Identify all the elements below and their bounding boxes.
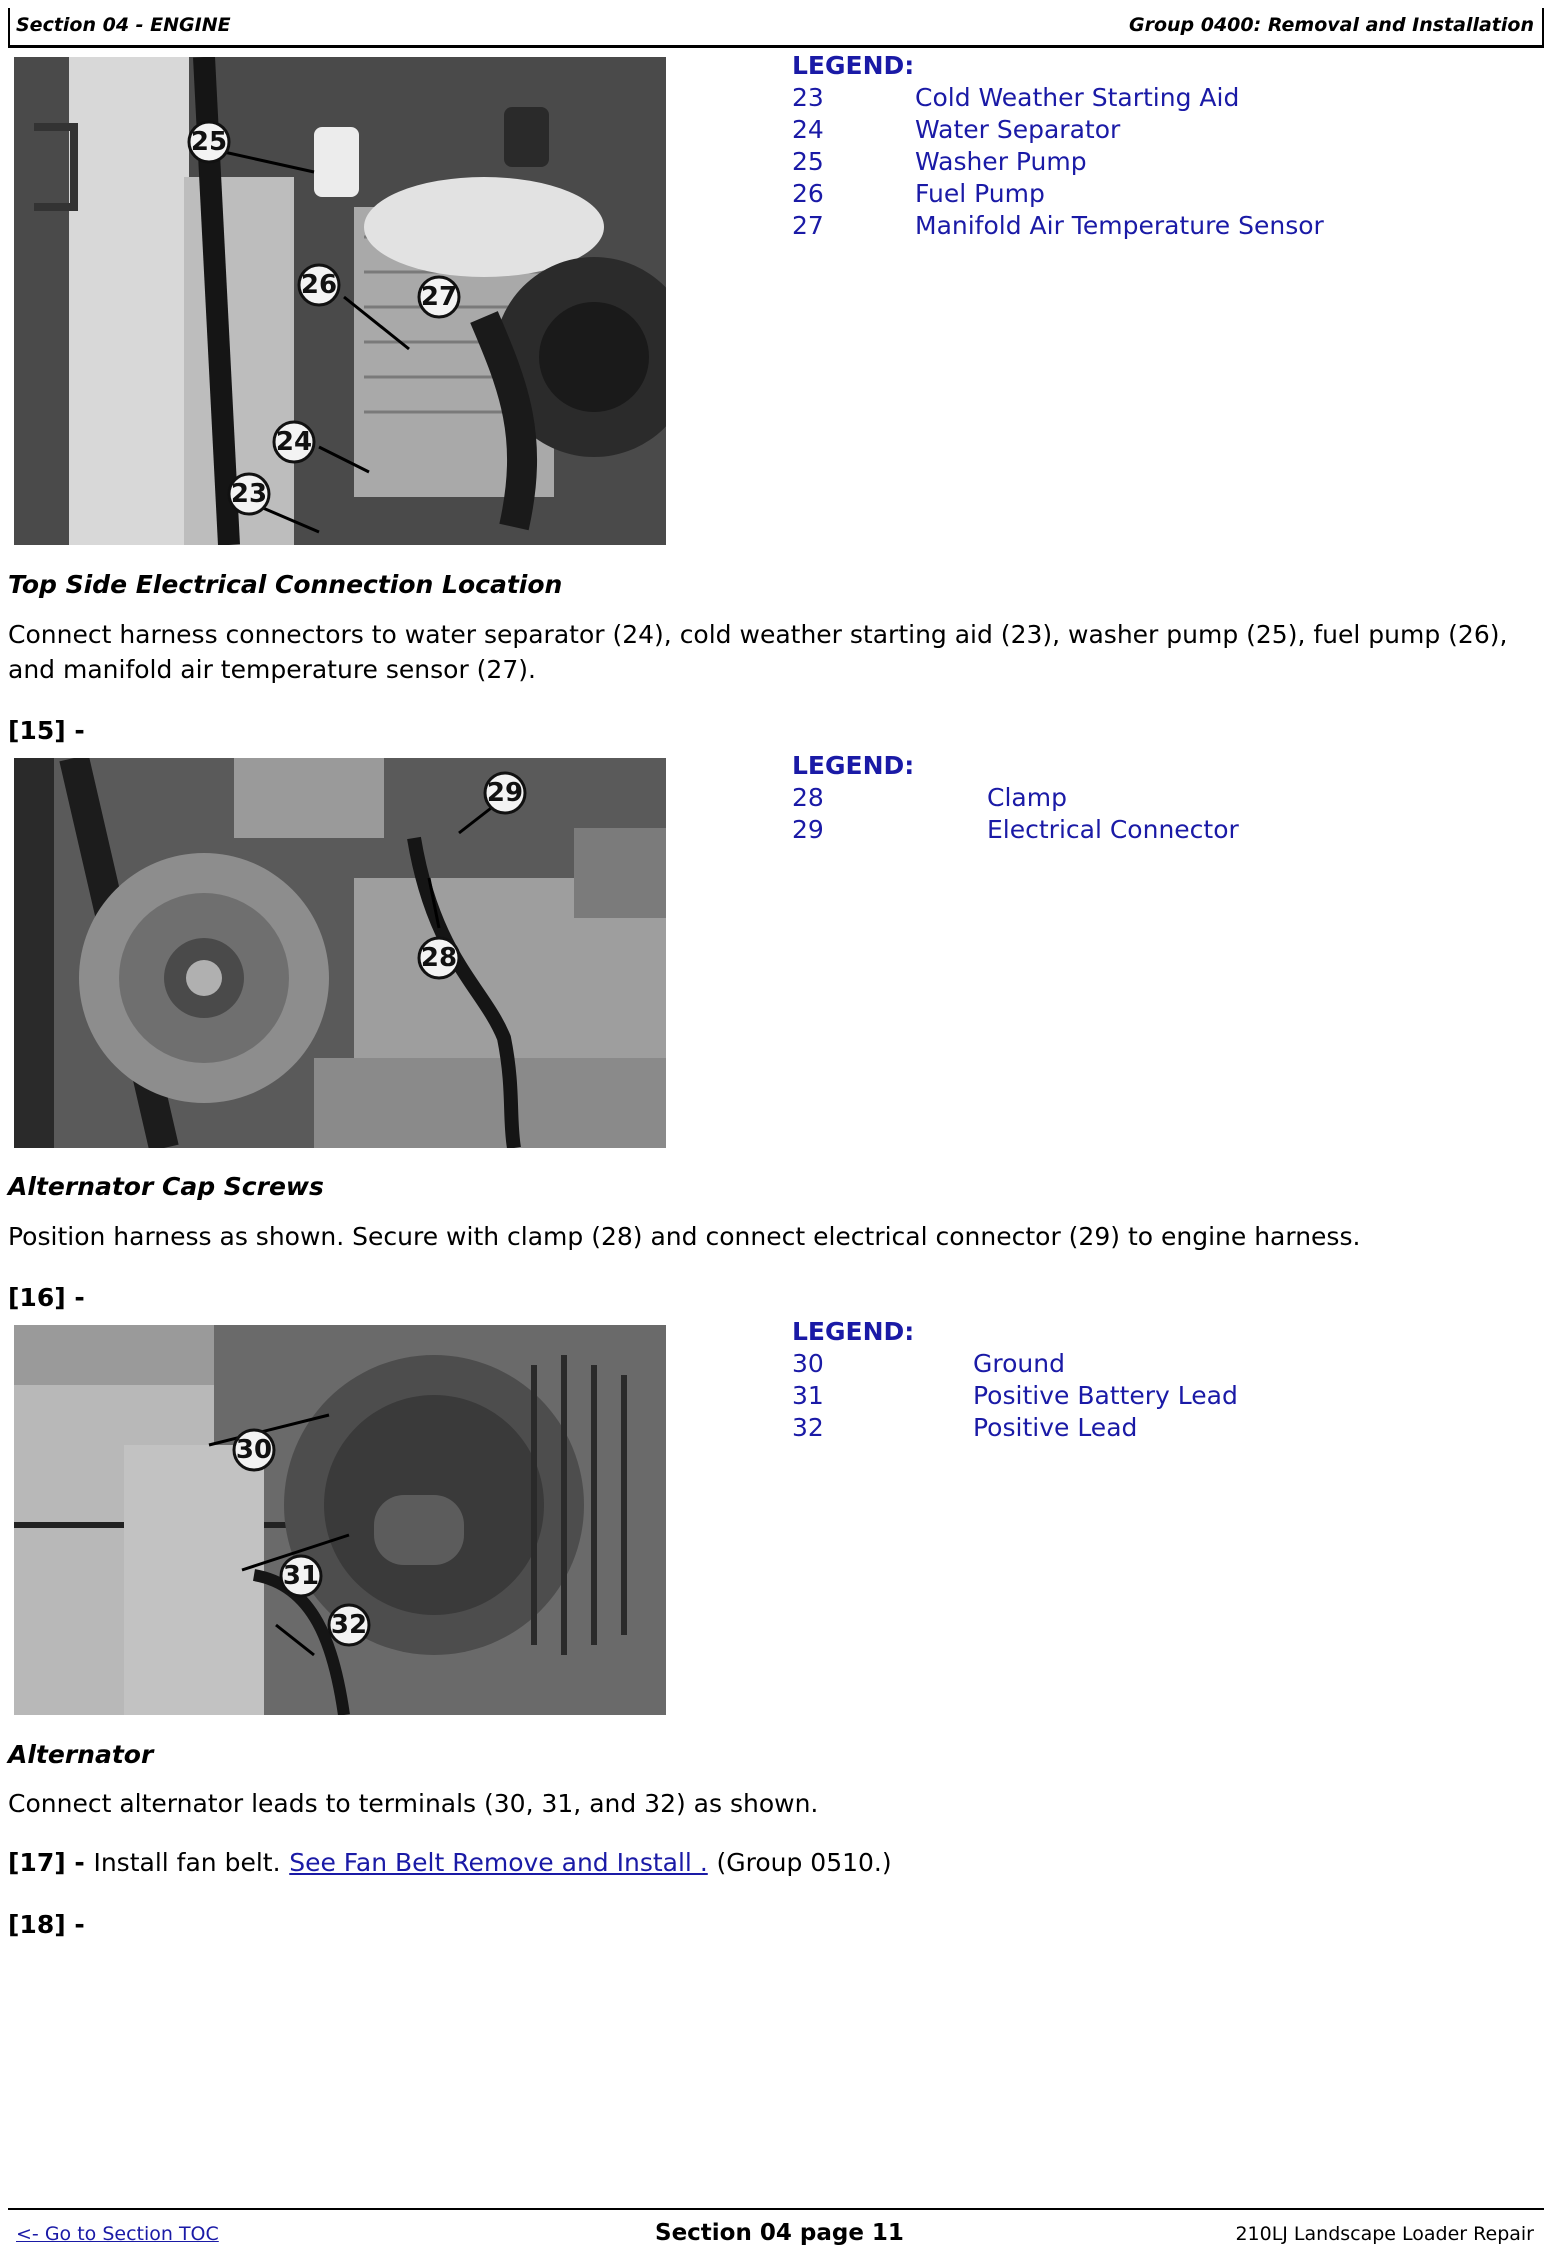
section-title: Section 04 - ENGINE — [16, 14, 231, 36]
callout-26 — [299, 265, 339, 305]
alternator-cap-screws-photo — [14, 758, 666, 1148]
svg-text:26: 26 — [300, 270, 338, 300]
group-title: Group 0400: Removal and Installation — [1128, 14, 1534, 36]
svg-text:29: 29 — [486, 778, 524, 808]
step-number: [16] - — [8, 1283, 85, 1312]
instruction-text: Position harness as shown. Secure with clamp (28) and connect electrical connector (29) to engine harness. — [8, 1222, 1361, 1251]
step-text-after: (Group 0510.) — [716, 1848, 892, 1877]
callout-23 — [229, 474, 269, 514]
legend-row: 25 Washer Pump — [792, 147, 1087, 176]
legend-row: 27 Manifold Air Temperature Sensor — [792, 211, 1324, 240]
callout-29 — [485, 773, 525, 813]
callout-27 — [419, 277, 459, 317]
svg-text:30: 30 — [235, 1435, 273, 1465]
svg-text:24: 24 — [275, 427, 313, 457]
step-number: [17] - — [8, 1848, 85, 1877]
instruction-text: Connect harness connectors to water separator (24), cold weather starting aid (23), washer pump (25), fuel pump (26), and manifold air temperature sensor (27). — [8, 620, 1508, 684]
callout-30 — [234, 1430, 274, 1470]
callout-28 — [419, 938, 459, 978]
legend-title: LEGEND: — [792, 51, 915, 80]
svg-text:28: 28 — [420, 943, 458, 973]
legend-row: 28 Clamp — [792, 783, 1067, 812]
step-17 — [8, 1848, 892, 1877]
legend-row: 23 Cold Weather Starting Aid — [792, 83, 1240, 112]
svg-text:31: 31 — [282, 1561, 320, 1591]
svg-text:23: 23 — [230, 479, 268, 509]
manual-title: 210LJ Landscape Loader Repair — [1235, 2223, 1534, 2245]
legend-figure-1 — [792, 50, 1492, 242]
step-text: Install fan belt. — [93, 1848, 281, 1877]
section-toc-link[interactable]: <- Go to Section TOC — [16, 2223, 219, 2245]
svg-text:25: 25 — [190, 127, 228, 157]
figure-caption: Alternator — [8, 1740, 154, 1769]
legend-row: 24 Water Separator — [792, 115, 1121, 144]
legend-row: 29 Electrical Connector — [792, 815, 1239, 844]
alternator-photo — [14, 1325, 666, 1715]
svg-text:27: 27 — [420, 282, 458, 312]
callout-31 — [281, 1556, 321, 1596]
step-number: [15] - — [8, 716, 85, 745]
callout-25 — [189, 122, 229, 162]
callout-32 — [329, 1605, 369, 1645]
figure-caption: Top Side Electrical Connection Location — [8, 570, 563, 599]
figure-caption: Alternator Cap Screws — [8, 1172, 324, 1201]
fan-belt-link[interactable]: See Fan Belt Remove and Install . — [289, 1848, 708, 1877]
legend-figure-3 — [792, 1316, 1492, 1444]
legend-figure-2 — [792, 750, 1492, 846]
step-number: [18] - — [8, 1910, 85, 1939]
callout-24 — [274, 422, 314, 462]
legend-title: LEGEND: — [792, 751, 915, 780]
engine-top-photo — [14, 57, 666, 545]
legend-row: 32 Positive Lead — [792, 1413, 1138, 1442]
svg-text:32: 32 — [330, 1610, 368, 1640]
legend-title: LEGEND: — [792, 1317, 915, 1346]
legend-row: 30 Ground — [792, 1349, 1065, 1378]
page-number: Section 04 page 11 — [655, 2220, 904, 2246]
legend-row: 26 Fuel Pump — [792, 179, 1045, 208]
footer-rule — [8, 2208, 1544, 2210]
instruction-text: Connect alternator leads to terminals (30, 31, and 32) as shown. — [8, 1789, 819, 1818]
legend-row: 31 Positive Battery Lead — [792, 1381, 1238, 1410]
